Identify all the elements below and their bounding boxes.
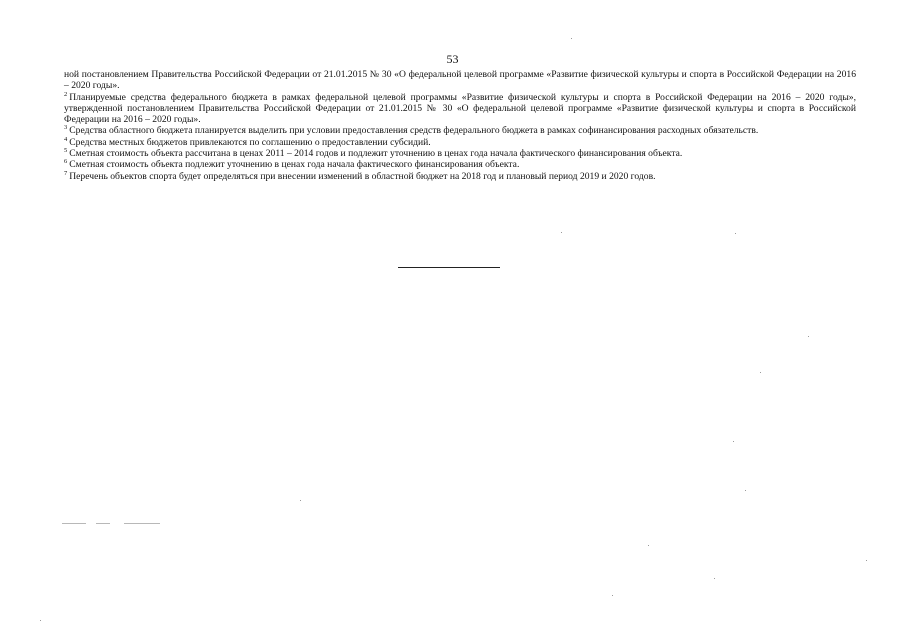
footnote-text: ной постановлением Правительства Российской Федерации от 21.01.2015 № 30 «О федеральной целевой программе «Развитие физической культуры и спорта в Российской Федерации на 2016 – 2020 годы». <box>64 69 856 92</box>
footnote-marker: 2 <box>64 90 68 98</box>
scan-speck <box>571 38 572 39</box>
scan-speck <box>733 441 734 442</box>
footnote-text: Средства областного бюджета планируется выделить при условии предоставления средств федерального бюджета в рамках софинансирования расходных обязательств. <box>69 125 759 137</box>
end-separator-line <box>398 267 500 268</box>
footnote-6 <box>64 159 856 170</box>
scan-smudge <box>96 523 110 524</box>
scan-speck <box>735 233 736 234</box>
footnote-marker: 5 <box>64 147 68 155</box>
scan-speck <box>612 595 613 596</box>
footnote-marker: 6 <box>64 158 68 166</box>
footnote-marker: 7 <box>64 169 68 177</box>
scan-speck <box>760 372 761 373</box>
scan-speck <box>40 620 41 621</box>
scan-speck <box>561 232 562 233</box>
footnote-continuation <box>64 69 856 92</box>
scan-smudge <box>62 523 86 524</box>
footnote-4 <box>64 137 856 148</box>
page-number: 53 <box>446 52 459 66</box>
footnote-text: Планируемые средства федерального бюджета в рамках федеральной целевой программы «Развитие физической культуры и спорта в Российской Федерации на 2016 – 2020 годы», утвержденной постановлением Правительства Российской Федерации от 21.01.2015 № 30 «О федеральной целевой программе «Развитие физической культуры и спорта в Российской Федерации на 2016 – 2020 годы». <box>64 91 856 126</box>
footnote-7 <box>64 171 856 182</box>
scan-speck <box>866 560 867 561</box>
footnote-marker: 4 <box>64 135 68 143</box>
scan-speck <box>808 336 809 337</box>
footnote-2 <box>64 92 856 126</box>
scan-speck <box>648 545 649 546</box>
scan-speck <box>714 578 715 579</box>
footnote-text: Перечень объектов спорта будет определяться при внесении изменений в областной бюджет на 2018 год и плановый период 2019 и 2020 годов. <box>69 170 656 182</box>
footnote-3 <box>64 125 856 136</box>
scan-speck <box>745 490 746 491</box>
footnote-text: Сметная стоимость объекта подлежит уточнению в ценах года начала фактического финансирования объекта. <box>69 159 520 171</box>
footnote-marker: 3 <box>64 124 68 132</box>
footnotes <box>64 69 856 182</box>
footnote-text: Сметная стоимость объекта рассчитана в ценах 2011 – 2014 годов и подлежит уточнению в ценах года начала фактического финансирования объекта. <box>69 148 683 160</box>
scan-speck <box>300 500 301 501</box>
scan-smudge <box>124 523 160 524</box>
footnote-5 <box>64 148 856 159</box>
footnote-text: Средства местных бюджетов привлекаются по соглашению о предоставлении субсидий. <box>69 136 431 148</box>
